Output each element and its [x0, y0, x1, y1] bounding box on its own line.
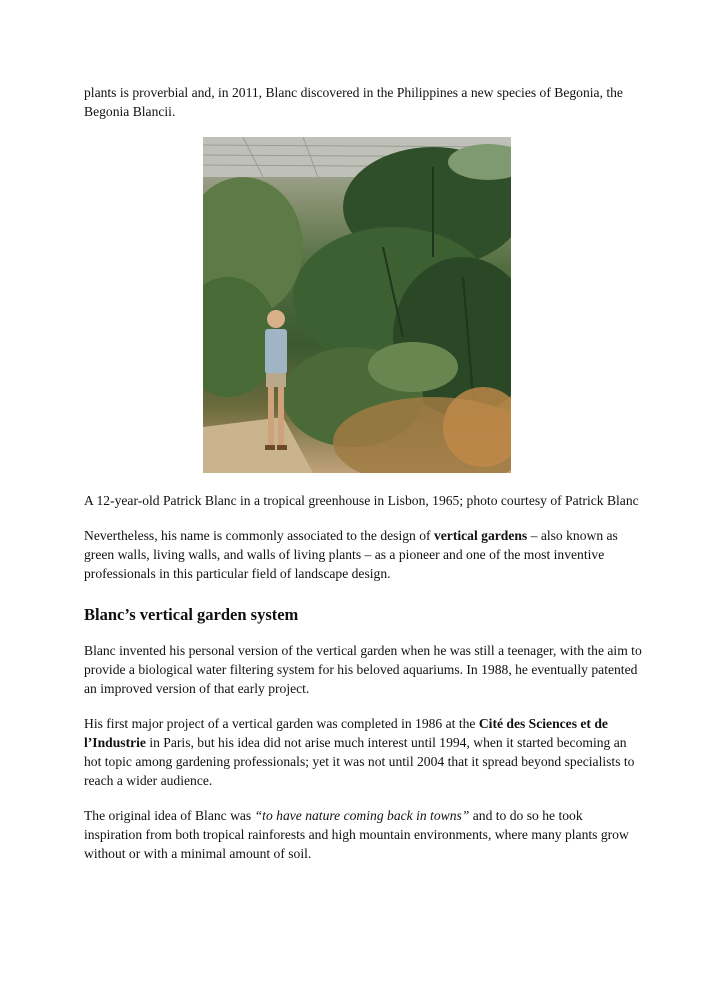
- paragraph-text: – also known as green walls, living walls, and walls of living plants – as a pioneer and one of the most inventive professionals in this particular field of landscape design.: [84, 528, 618, 581]
- paragraph-first-project: [84, 714, 644, 790]
- term-vertical-gardens: vertical gardens: [433, 528, 528, 543]
- document-page: [84, 83, 644, 879]
- greenhouse-photo: [203, 137, 511, 473]
- paragraph-vertical-gardens: [84, 526, 644, 583]
- figure-caption: A 12-year-old Patrick Blanc in a tropical greenhouse in Lisbon, 1965; photo courtesy of Patrick Blanc: [84, 493, 639, 508]
- figure: [70, 137, 644, 473]
- paragraph-text: and to do so he took inspiration from both tropical rainforests and high mountain environments, where many plants grow without or with a minimal amount of soil.: [84, 808, 629, 861]
- paragraph-invention: Blanc invented his personal version of the vertical garden when he was still a teenager, with the aim to provide a biological water filtering system for his beloved aquariums. In 1988, he eventually patented an improved version of that early project.: [84, 643, 642, 696]
- paragraph-original-idea: [84, 806, 644, 863]
- section-heading: Blanc’s vertical garden system: [84, 605, 299, 624]
- term-cite-des-sciences: Cité des Sciences et de l’Industrie: [84, 716, 608, 750]
- paragraph-text: Nevertheless, his name is commonly associated to the design of: [84, 528, 434, 543]
- paragraph-text: The original idea of Blanc was: [84, 808, 255, 823]
- intro-paragraph: plants is proverbial and, in 2011, Blanc discovered in the Philippines a new species of Begonia, the Begonia Blancii.: [84, 85, 623, 119]
- paragraph-text: in Paris, but his idea did not arise much interest until 1994, when it started becoming an hot topic among gardening professionals; yet it was not until 2004 that it spread beyond specialists to reach a wider audience.: [84, 735, 635, 788]
- paragraph-text: His first major project of a vertical garden was completed in 1986 at the: [84, 716, 479, 731]
- greenhouse-photo-illustration: [203, 137, 511, 473]
- quote-nature-in-towns: “to have nature coming back in towns”: [254, 808, 470, 823]
